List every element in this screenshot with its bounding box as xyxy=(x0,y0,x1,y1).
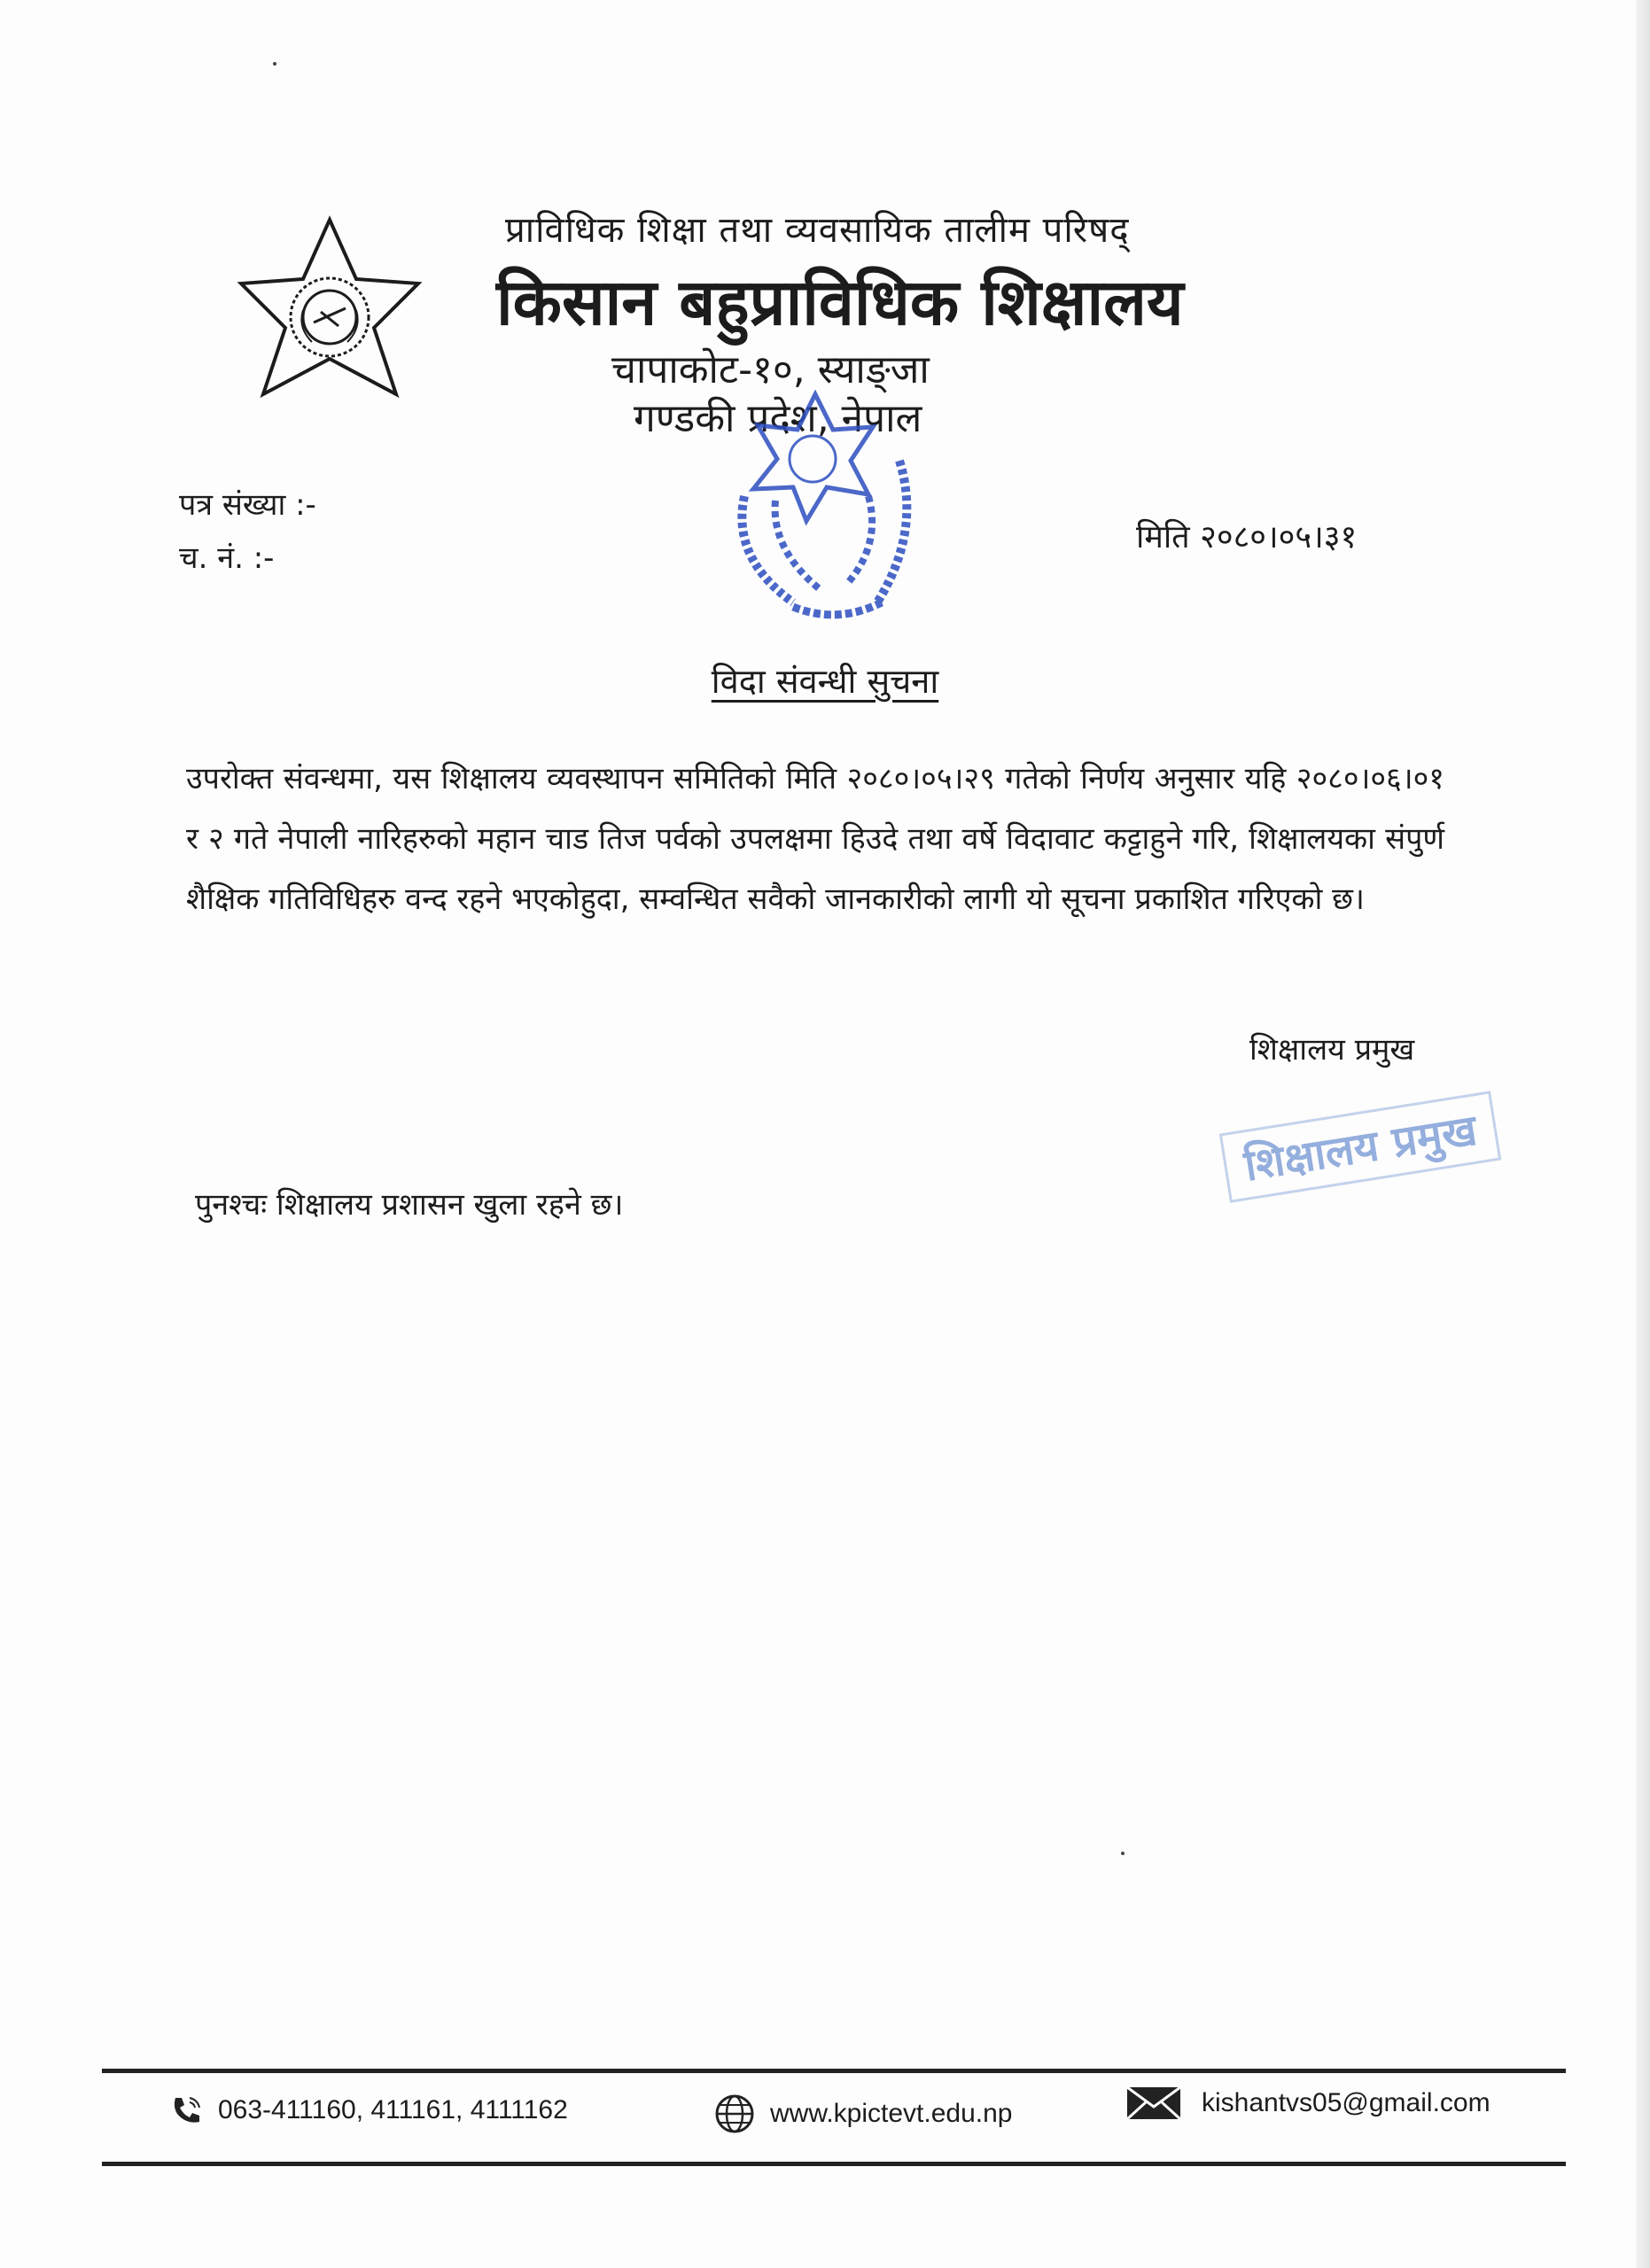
footer-rule-top xyxy=(102,2069,1566,2073)
signatory: शिक्षालय प्रमुख xyxy=(1249,1032,1415,1068)
institution-name: किसान बहुप्राविधिक शिक्षालय xyxy=(496,264,1184,339)
scan-speck xyxy=(273,62,276,66)
institution-logo xyxy=(232,213,427,434)
notice-body: उपरोक्त संवन्धमा, यस शिक्षालय व्यवस्थापन समितिको मिति २०८०।०५।२९ गतेको निर्णय अनुसार यहि २०८०।०६।०१ र २ गते नेपाली नारिहरुको महान चाड तिज पर्वको उपलक्षमा हिउदे तथा वर्षे विदावाट कट्टाहुने गरि, शिक्षालयका संपुर्ण शैक्षिक गतिविधिहरु वन्द रहने भएकोहुदा, सम्वन्धित सवैको जानकारीको लागी यो सूचना प्रकाशित गरिएको छ। xyxy=(186,761,1444,917)
email-link[interactable]: kishantvs05@gmail.com xyxy=(1202,2088,1490,2117)
phone-icon xyxy=(168,2093,204,2128)
official-seal-stamp xyxy=(722,390,935,629)
footer-website xyxy=(713,2093,1012,2135)
address-line-1: चापाकोट-१०, स्याङ्जा xyxy=(611,347,930,392)
scan-speck xyxy=(1121,1852,1125,1855)
signature-stamp: शिक्षालय प्रमुख xyxy=(1219,1091,1502,1203)
envelope-icon xyxy=(1125,2084,1182,2123)
postscript: पुनश्चः शिक्षालय प्रशासन खुला रहने छ। xyxy=(195,1187,624,1223)
globe-icon xyxy=(713,2093,756,2135)
letter-number-label: पत्र संख्या :- xyxy=(179,487,316,523)
notice-title: विदा संवन्धी सुचना xyxy=(711,662,939,701)
phone-numbers[interactable]: 063-411160, 411161, 4111162 xyxy=(218,2095,568,2124)
council-name: प्राविधिक शिक्षा तथा व्यवसायिक तालीम परिषद् xyxy=(505,210,1130,251)
dispatch-number-label: च. नं. :- xyxy=(179,540,275,576)
letter-date: मिति २०८०।०५।३१ xyxy=(1136,519,1358,555)
scan-edge xyxy=(1636,0,1650,2268)
footer-phone xyxy=(168,2093,568,2128)
footer-email xyxy=(1125,2084,1490,2123)
footer-rule-bottom xyxy=(102,2162,1566,2166)
website-link[interactable]: www.kpictevt.edu.np xyxy=(770,2099,1013,2128)
address-line-2: गण्डकी प्रदेश, नेपाल xyxy=(634,396,922,441)
